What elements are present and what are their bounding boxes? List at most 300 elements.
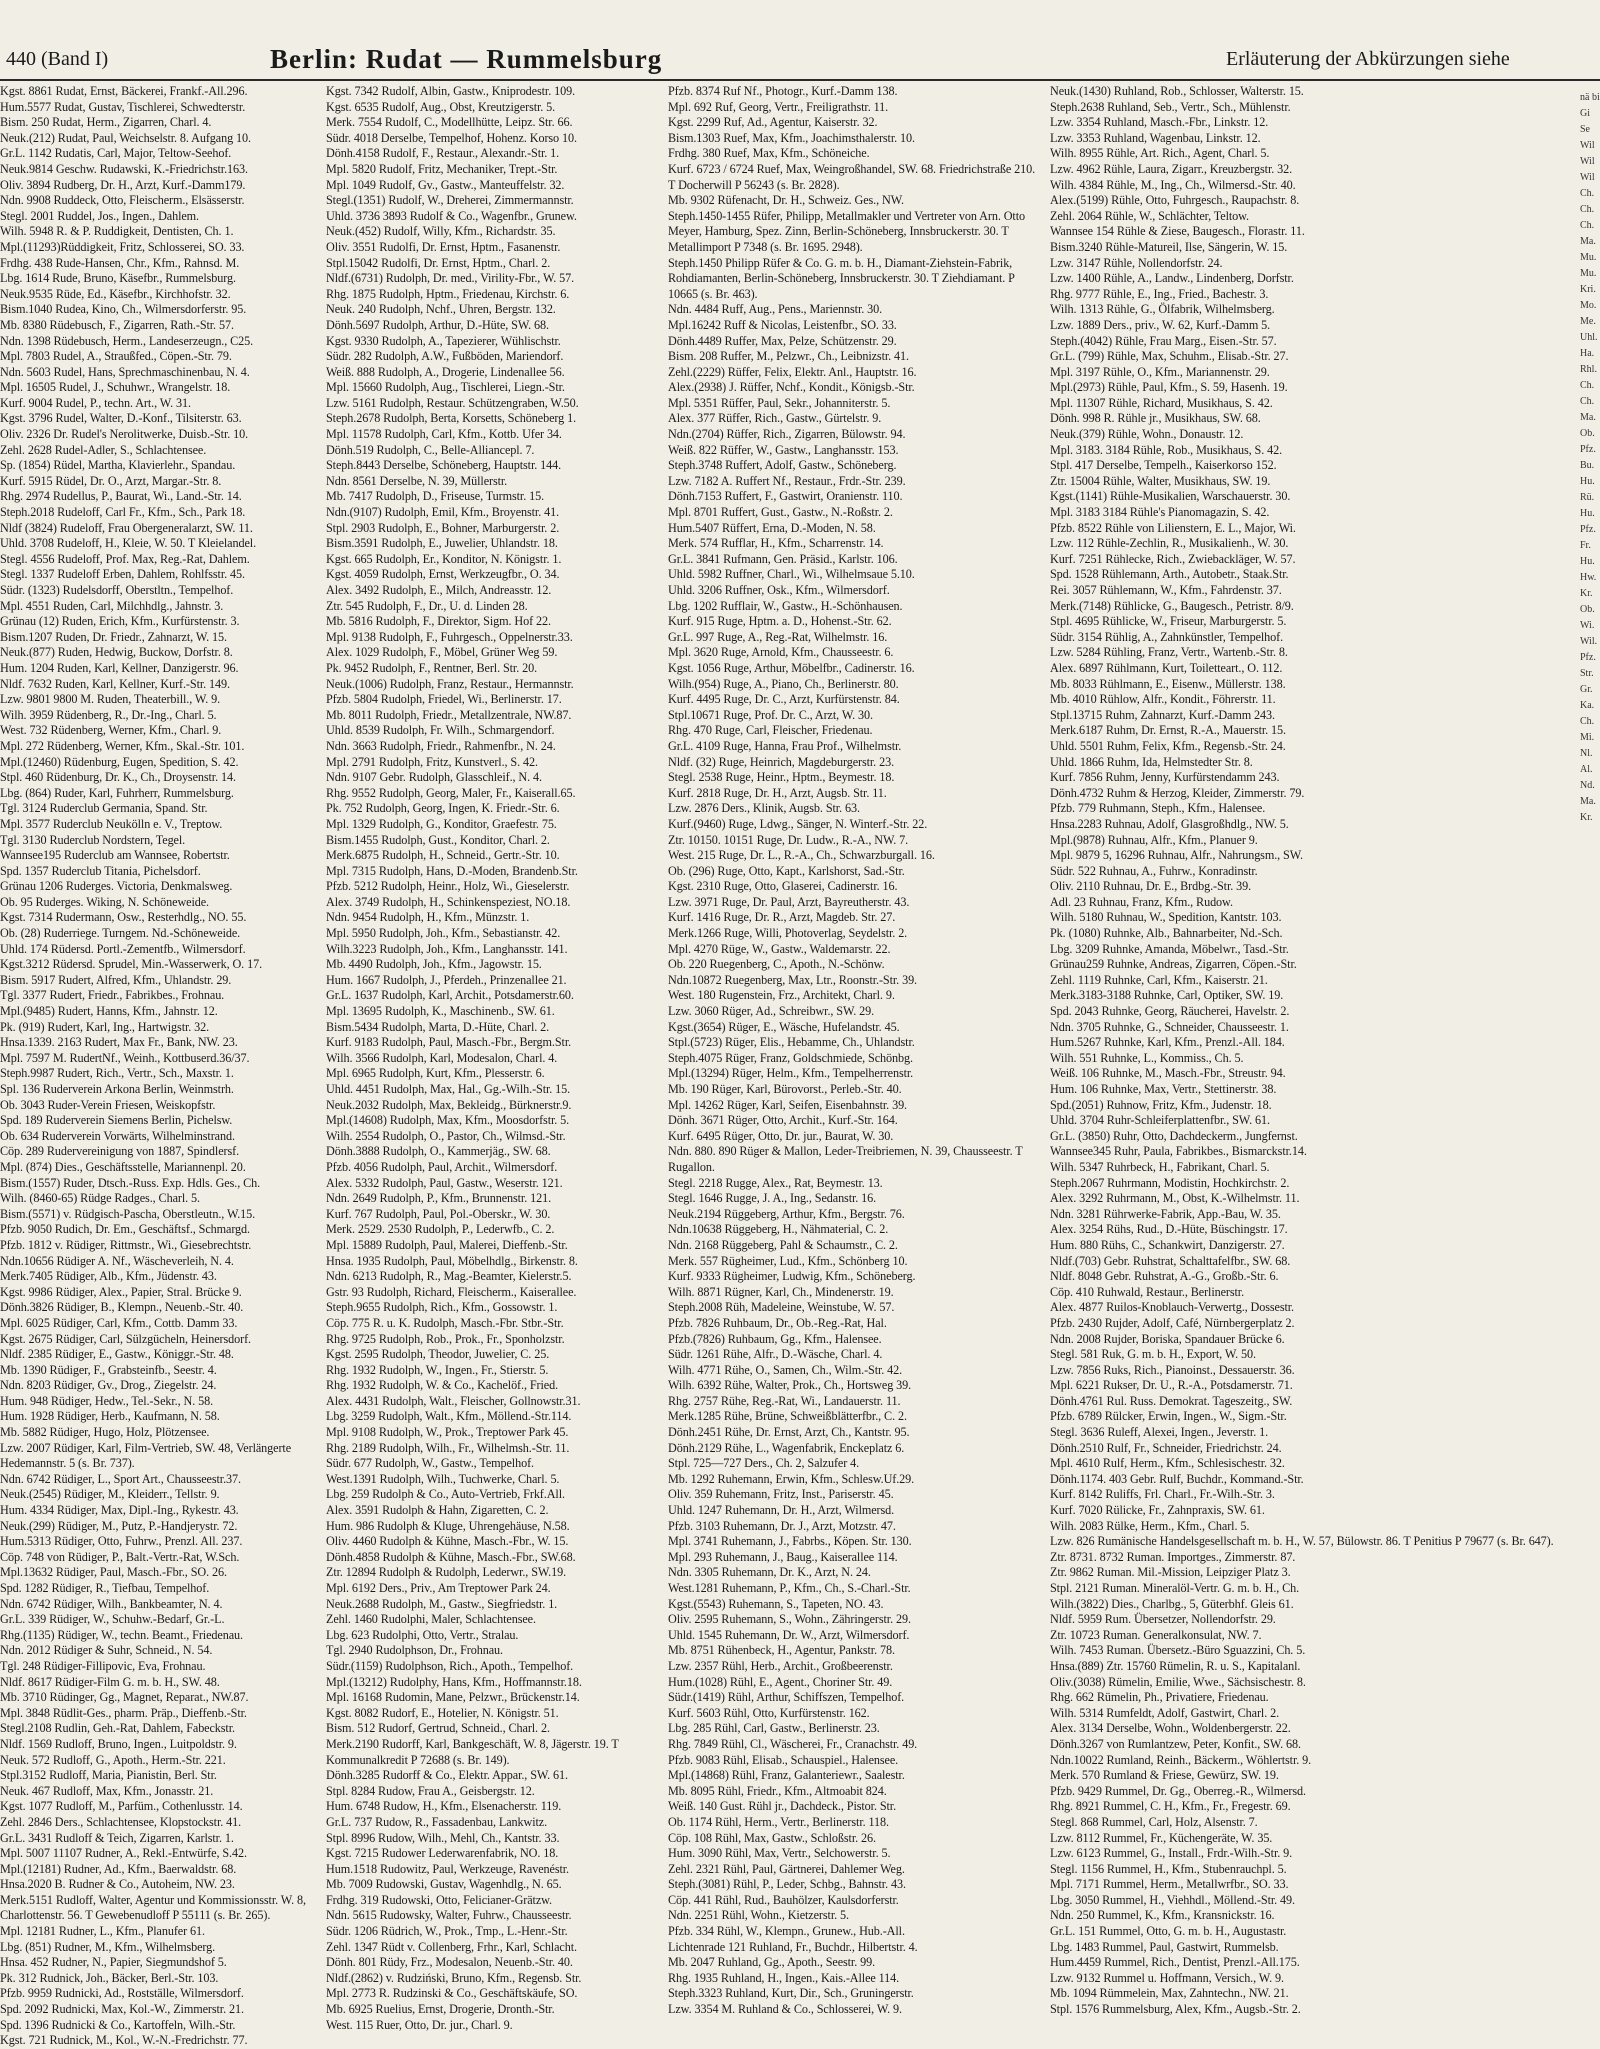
directory-entry: Zehl. 2628 Rudel-Adler, S., Schlachtensee. [0,442,207,457]
directory-entry: Bism.1040 Rudea, Kino, Ch., Wilmersdorferstr. 95. [0,302,247,317]
directory-entry: Mb. 2047 Ruhland, Gg., Apoth., Seestr. 99. [668,1955,876,1970]
directory-entry: Ztr. 10150. 10151 Ruge, Dr. Ludw., R.-A., NW. 7. [668,832,909,847]
directory-entry: Kgst. 4059 Rudolph, Ernst, Werkzeugfbr., O. 34. [326,567,560,582]
directory-entry: Kgst. 1056 Ruge, Arthur, Möbelfbr., Cadinerstr. 16. [668,660,915,675]
directory-entry: Mb. 6925 Ruelius, Ernst, Drogerie, Dronth.-Str. [326,2002,555,2017]
directory-entry: Kurf. 9183 Rudolph, Paul, Masch.-Fbr., Bergm.Str. [326,1035,572,1050]
directory-entry: Hum.5267 Ruhnke, Karl, Kfm., Prenzl.-All. 184. [1050,1035,1285,1050]
directory-entry: Dönh. 3671 Rüger, Otto, Archit., Kurf.-Str. 164. [668,1113,898,1128]
directory-entry: Dönh.4489 Ruffer, Max, Pelze, Schützenstr. 29. [668,333,897,348]
directory-entry: Spl. 136 Ruderverein Arkona Berlin, Weinmstrh. [0,1082,234,1096]
directory-entry: Kurf. 7251 Rühlecke, Rich., Zwiebackläger, W. 57. [1050,551,1296,566]
directory-entry: Wannsee195 Ruderclub am Wannsee, Robertstr. [0,848,230,863]
directory-entry: Adl. 23 Ruhnau, Franz, Kfm., Rudow. [1050,894,1233,909]
directory-entry: West. 115 Ruer, Otto, Dr. jur., Charl. 9. [326,2017,513,2032]
directory-entry: Zehl. 1460 Rudolphi, Maler, Schlachtensee. [326,1612,536,1627]
page-header [0,40,1600,80]
directory-entry: Rhg. 9777 Rühle, E., Ing., Fried., Bachestr. 3. [1050,286,1269,301]
directory-entry: Hum. 880 Rühs, C., Schankwirt, Danzigerstr. 27. [1050,1237,1285,1252]
directory-entry: Mpl. 4610 Rulf, Herm., Kfm., Schlesischestr. 32. [1050,1456,1285,1471]
directory-entry: Mpl.(11293)Rüddigkeit, Fritz, Schlosserei, SO. 33. [0,239,245,254]
directory-entry: Bism.3591 Rudolph, E., Juwelier, Uhlandstr. 18. [326,536,558,551]
directory-entry: Mpl. 7803 Rudel, A., Straußfed., Cöpen.-Str. 79. [0,349,232,364]
directory-entry: Mpl.(9878) Ruhnau, Alfr., Kfm., Planuer 9. [1050,832,1258,847]
directory-entry: Rhg. 8921 Rummel, C. H., Kfm., Fr., Fregestr. 69. [1050,1799,1291,1814]
directory-entry: Mpl. 9879 5, 16296 Ruhnau, Alfr., Nahrungsm., SW. [1050,848,1303,863]
directory-entry: Merk. 2529. 2530 Rudolph, P., Lederwfb., C. 2. [326,1222,555,1237]
facing-page-edge: nä bi Gi Se Wil Wil Wil Ch. Ch. Ch. Ma. Mu. Mu. Kri. Mo. Me. Uhl. Ha. Rhl. Ch. Ch. Ma. Ob. Pfz. Bu. Hu. Rü. Hu. Pfz. Fr. Hu. Hw. Kr. Ob. Wi. Wil. Pfz. Str. Gr. Ka. Ch. Mi. Nl. Al. Nd. Ma. Kr. [1580,92,1600,823]
directory-entry: Bism.1207 Ruden, Dr. Friedr., Zahnarzt, W. 15. [0,629,227,644]
directory-entry: Cöp. 410 Ruhwald, Restaur., Berlinerstr. [1050,1284,1245,1299]
directory-entry: Stpl. 1576 Rummelsburg, Alex, Kfm., Augsb.-Str. 2. [1050,2002,1301,2017]
directory-entry: Gr.L. 3841 Rufmann, Gen. Präsid., Karlstr. 106. [668,551,898,566]
directory-entry: Ndn. 9908 Ruddeck, Otto, Fleischerm., Elsässerstr. [0,193,245,208]
directory-entry: West.1281 Ruhemann, P., Kfm., Ch., S.-Charl.-Str. [668,1581,911,1595]
directory-entry: Mb. 8011 Rudolph, Friedr., Metallzentrale, NW.87. [326,707,572,722]
directory-entry: Wilh. 8871 Rügner, Karl, Ch., Mindenerstr. 19. [668,1284,894,1299]
directory-entry: Uhld. 1247 Ruhemann, Dr. H., Arzt, Wilmersd. [668,1503,895,1518]
directory-entry: Cöp. 108 Rühl, Max, Gastw., Schloßstr. 26. [668,1830,876,1845]
directory-entry: Ndn. 5603 Rudel, Hans, Sprechmaschinenbau, N. 4. [0,364,250,379]
directory-entry: Steph.1450 Philipp Rüfer & Co. G. m. b. H., Diamant-Ziehstein-Fabrik, Rohdiamanten, Berlin-Schöneberg, Innsbruckerstr. 30. T Ziehdiamant. P 10665 (s. Br. 463). [668,255,1015,301]
directory-entry: Oliv. 4460 Rudolph & Kühne, Masch.-Fbr., W. 15. [326,1534,569,1549]
directory-entry: Zehl. 2064 Rühle, W., Schlächter, Teltow. [1050,208,1250,223]
directory-entry: Steph.(4042) Rühle, Frau Marg., Eisen.-Str. 57. [1050,333,1277,348]
directory-entry: Nldf (3824) Rudeloff, Frau Obergeneralarzt, SW. 11. [0,520,253,535]
directory-entry: Nldf. 1569 Rudloff, Bruno, Ingen., Luitpoldstr. 9. [0,1736,237,1751]
directory-entry: Steph.3748 Ruffert, Adolf, Gastw., Schöneberg. [668,458,897,473]
directory-entry: Mpl. 692 Ruf, Georg, Vertr., Freiligrathstr. 11. [668,99,889,114]
directory-entry: Pfzb. 779 Ruhmann, Steph., Kfm., Halensee. [1050,801,1266,816]
directory-entry: Pfzb. 5212 Rudolph, Heinr., Holz, Wi., Gieselerstr. [326,879,570,894]
directory-entry: Südr. (1323) Rudelsdorff, Oberstltn., Tempelhof. [0,583,234,597]
directory-entry: Ob. 220 Ruegenberg, C., Apoth., N.-Schönw. [668,957,885,972]
directory-entry: Tgl. 3124 Ruderclub Germania, Spand. Str. [0,801,208,816]
directory-entry: Lbg. 259 Rudolph & Co., Auto-Vertrieb, Frkf.All. [326,1487,565,1502]
directory-entry: West. 732 Rüdenberg, Werner, Kfm., Charl. 9. [0,723,222,738]
directory-entry: Hum.4459 Rummel, Rich., Dentist, Prenzl.-All.175. [1050,1955,1300,1970]
directory-entry: Spd. 1396 Rudnicki & Co., Kartoffeln, Wilh.-Str. [0,2017,236,2032]
directory-entry: Wilh. 8955 Rühle, Art. Rich., Agent, Charl. 5. [1050,146,1270,161]
directory-entry: Mpl.(12181) Rudner, Ad., Kfm., Baerwaldstr. 68. [0,1861,237,1876]
directory-entry: Dönh.4732 Ruhm & Herzog, Kleider, Zimmerstr. 79. [1050,785,1305,800]
directory-entry: Gr.L. 737 Rudow, R., Fassadenbau, Lankwitz. [326,1814,548,1829]
directory-entry: Ndn.10872 Ruegenberg, Max, Ltr., Roonstr.-Str. 39. [668,972,918,987]
directory-entry: Gstr. 93 Rudolph, Richard, Fleischerm., Kaiserallee. [326,1284,577,1299]
directory-entry: Pfzb. 4056 Rudolph, Paul, Archit., Wilmersdorf. [326,1159,558,1174]
directory-entry: Zehl. 1119 Ruhnke, Carl, Kfm., Kaiserstr. 21. [1050,972,1268,987]
directory-entry: Uhld. 5982 Ruffner, Charl., Wi., Wilhelmsaue 5.10. [668,567,915,582]
directory-entry: Wilh. 5180 Ruhnau, W., Spedition, Kantstr. 103. [1050,910,1282,925]
directory-entry: Ndn. 880. 890 Rüger & Mallon, Leder-Treibriemen, N. 39, Chausseestr. T Rugallon. [668,1144,1023,1174]
directory-entry: Kurf. 9333 Rügheimer, Ludwig, Kfm., Schöneberg. [668,1269,916,1284]
directory-entry: Merk.1285 Rühe, Brüne, Schweißblätterfbr., C. 2. [668,1409,907,1424]
directory-entry: Mpl. 16168 Rudomin, Mane, Pelzwr., Brückenstr.14. [326,1690,580,1705]
directory-entry: Lzw. 2876 Ders., Klinik, Augsb. Str. 63. [668,801,860,816]
directory-entry: Mpl.(13212) Rudolphy, Hans, Kfm., Hoffmannstr.18. [326,1674,582,1689]
directory-entry: Südr.(1159) Rudolphson, Rich., Apoth., Tempelhof. [326,1658,574,1673]
column-2 [326,84,660,2032]
directory-entry: Ndn. 1398 Rüdebusch, Herm., Landeserzeugn., C25. [0,333,254,348]
directory-entry: Zehl.(2229) Rüffer, Felix, Elektr. Anl., Hauptstr. 16. [668,364,917,379]
directory-entry: Hum. 4334 Rüdiger, Max, Dipl.-Ing., Rykestr. 43. [0,1503,239,1518]
directory-entry: Kgst.(3654) Rüger, E., Wäsche, Hufelandstr. 45. [668,1019,900,1034]
directory-entry: Mb. 4490 Rudolph, Joh., Kfm., Jagowstr. 15. [326,957,542,972]
directory-entry: Ztr. 8731. 8732 Ruman. Importges., Zimmerstr. 87. [1050,1549,1296,1564]
directory-entry: Rhg. 1932 Rudolph, W., Ingen., Fr., Stierstr. 5. [326,1362,549,1377]
directory-entry: Hnsa.2283 Ruhnau, Adolf, Glasgroßhdlg., NW. 5. [1050,816,1289,831]
directory-entry: Bism. 250 Rudat, Herm., Zigarren, Charl. 4. [0,115,212,130]
directory-entry: Ztr. 9862 Ruman. Mil.-Mission, Leipziger Platz 3. [1050,1565,1291,1580]
directory-entry: Lbg. (864) Ruder, Karl, Fuhrherr, Rummelsburg. [0,785,234,800]
directory-entry: Cöp. 441 Rühl, Rud., Bauhölzer, Kaulsdorferstr. [668,1892,899,1907]
directory-entry: Lzw. 5161 Rudolph, Restaur. Schützengraben, W.50. [326,395,579,410]
directory-entry: Mpl. 1049 Rudolf, Gv., Gastw., Manteuffelstr. 32. [326,177,565,192]
directory-entry: Uhld. 174 Rüdersd. Portl.-Zementfb., Wilmersdorf. [0,941,246,956]
directory-entry: Kurf. 5915 Rüdel, Dr. O., Arzt, Margar.-Str. 8. [0,473,222,488]
directory-entry: Ob. 1174 Rühl, Herm., Vertr., Berlinerstr. 118. [668,1814,889,1829]
directory-entry: Ndn. 250 Rummel, K., Kfm., Kransnickstr. 16. [1050,1908,1275,1923]
directory-entry: Lzw. 8112 Rummel, Fr., Küchengeräte, W. 35. [1050,1830,1273,1845]
directory-entry: Merk.6875 Rudolph, H., Schneid., Gertr.-Str. 10. [326,848,560,863]
directory-entry: Stegl. 2538 Ruge, Heinr., Hptm., Beymestr. 18. [668,770,895,785]
directory-entry: Kgst. 7342 Rudolf, Albin, Gastw., Kniprodestr. 109. [326,84,576,98]
directory-entry: Alex. 5332 Rudolph, Paul, Gastw., Weserstr. 121. [326,1175,563,1190]
directory-entry: Ndn. 6213 Rudolph, R., Mag.-Beamter, Kielerstr.5. [326,1269,572,1284]
directory-entry: Grünau 1206 Ruderges. Victoria, Denkmalsweg. [0,879,233,894]
directory-entry: Kgst. 9986 Rüdiger, Alex., Papier, Stral. Brücke 9. [0,1284,242,1299]
directory-entry: Pfzb. 9050 Rudich, Dr. Em., Geschäftsf., Schmargd. [0,1222,250,1237]
directory-entry: Neuk.(452) Rudolf, Willy, Kfm., Richardstr. 35. [326,224,556,239]
directory-entry: Spd. 2043 Ruhnke, Georg, Räucherei, Havelstr. 2. [1050,1004,1290,1019]
directory-entry: Hnsa.2020 B. Rudner & Co., Autoheim, NW. 23. [0,1877,235,1892]
directory-entry: Hum. 948 Rüdiger, Hedw., Tel.-Sekr., N. 58. [0,1393,214,1408]
directory-entry: Steph.2008 Rüh, Madeleine, Weinstube, W. 57. [668,1300,895,1315]
directory-entry: Merk. 574 Rufflar, H., Kfm., Scharrenstr. 14. [668,536,884,551]
directory-entry: Stegl. 2001 Ruddel, Jos., Ingen., Dahlem. [0,208,200,223]
directory-entry: Spd. 1357 Ruderclub Titania, Pichelsdorf. [0,863,201,878]
directory-entry: Wilh.(3822) Dies., Charlbg., 5, Güterbhf. Gleis 61. [1050,1596,1294,1611]
directory-entry: Tgl. 3377 Rudert, Friedr., Fabrikbes., Frohnau. [0,988,225,1003]
directory-entry: Lzw. 2007 Rüdiger, Karl, Film-Vertrieb, SW. 48, Verlängerte Hedemannstr. 5 (s. Br. 737). [0,1440,292,1471]
directory-entry: Lzw. 9132 Rummel u. Hoffmann, Versich., W. 9. [1050,1970,1284,1985]
directory-entry: Stpl.15042 Rudolfi, Dr. Ernst, Hptm., Charl. 2. [326,255,551,270]
directory-entry: Pfzb. 334 Rühl, W., Klempn., Grunew., Hub.-All. [668,1924,905,1939]
directory-entry: Alex. 4877 Ruilos-Knoblauch-Verwertg., Dossestr. [1050,1300,1294,1315]
directory-entry: Bism.(1557) Ruder, Dtsch.-Russ. Exp. Hdls. Ges., Ch. [0,1175,261,1190]
directory-entry: Lbg. 3209 Ruhnke, Amanda, Möbelwr., Tasd.-Str. [1050,941,1289,956]
directory-entry: Spd. 1282 Rüdiger, R., Tiefbau, Tempelhof. [0,1581,210,1595]
directory-entry: Rhg. 2189 Rudolph, Wilh., Fr., Wilhelmsh.-Str. 11. [326,1440,570,1455]
directory-entry: Alex. 3254 Rühs, Rud., D.-Hüte, Büschingstr. 17. [1050,1222,1288,1237]
directory-entry: Wilh. 5347 Ruhrbeck, H., Fabrikant, Charl. 5. [1050,1159,1270,1174]
directory-entry: Ztr. 10723 Ruman. Generalkonsulat, NW. 7. [1050,1627,1262,1642]
directory-entry: Pfzb. 8522 Rühle von Lilienstern, E. L., Major, Wi. [1050,520,1296,535]
directory-entry: Nldf.(703) Gebr. Ruhstrat, Schalttafelfbr., SW. 68. [1050,1253,1291,1268]
directory-entry: Spd. 189 Ruderverein Siemens Berlin, Pichelsw. [0,1113,233,1128]
directory-entry: Uhld. 5501 Ruhm, Felix, Kfm., Regensb.-Str. 24. [1050,738,1286,753]
directory-entry: Kgst. 2299 Ruf, Ad., Agentur, Kaiserstr. 32. [668,115,878,130]
directory-entry: Dönh.3888 Rudolph, O., Kammerjäg., SW. 68. [326,1144,551,1159]
directory-entry: Lzw. 6123 Rummel, G., Install., Frdr.-Wilh.-Str. 9. [1050,1846,1293,1861]
directory-entry: Hnsa.(889) Ztr. 15760 Rümelin, R. u. S., Kapitalanl. [1050,1658,1301,1673]
directory-entry: Rhg. 2974 Rudellus, P., Baurat, Wi., Land.-Str. 14. [0,489,242,504]
directory-entry: Merk.6187 Ruhm, Dr. Ernst, R.-A., Mauerstr. 15. [1050,723,1286,738]
directory-entry: Frdhg. 380 Ruef, Max, Kfm., Schöneiche. [668,146,870,161]
directory-entry: Steph.2638 Ruhland, Seb., Vertr., Sch., Mühlenstr. [1050,99,1291,114]
directory-entry: Nldf.(2862) v. Rudziński, Bruno, Kfm., Regensb. Str. [326,1970,582,1985]
directory-entry: Ztr. 545 Rudolph, F., Dr., U. d. Linden 28. [326,598,528,613]
directory-entry: Dönh.3267 von Rumlantzew, Peter, Konfit., SW. 68. [1050,1736,1301,1751]
directory-entry: Tgl. 2940 Rudolphson, Dr., Frohnau. [326,1643,503,1658]
directory-entry: Lzw. 7856 Ruks, Rich., Pianoinst., Dessauerstr. 36. [1050,1362,1295,1377]
directory-entry: Mpl.(13294) Rüger, Helm., Kfm., Tempelherrenstr. [668,1066,914,1081]
directory-entry: Merk.3183-3188 Ruhnke, Carl, Optiker, SW. 19. [1050,988,1284,1003]
directory-entry: Bism.1303 Ruef, Max, Kfm., Joachimsthalerstr. 10. [668,130,915,145]
directory-entry: Stegl. 1337 Rudeloff Erben, Dahlem, Rohlfsstr. 45. [0,567,245,582]
directory-entry: Dönh.4158 Rudolf, F., Restaur., Alexandr.-Str. 1. [326,146,560,161]
directory-entry: Dönh.2129 Rühe, L., Wagenfabrik, Enckeplatz 6. [668,1440,905,1455]
directory-entry: Mpl. 13695 Rudolph, K., Maschinenb., SW. 61. [326,1004,555,1019]
directory-entry: Neuk.(379) Rühle, Wohn., Donaustr. 12. [1050,427,1244,442]
directory-entry: Tgl. 3130 Ruderclub Nordstern, Tegel. [0,832,186,847]
directory-entry: Alex. 6897 Rühlmann, Kurt, Toiletteart., O. 112. [1050,660,1283,675]
page-title: Berlin: Rudat — Rummelsburg [270,44,663,74]
directory-entry: West. 215 Ruge, Dr. L., R.-A., Ch., Schwarzburgall. 16. [668,848,935,863]
directory-entry: Kurf. 6723 / 6724 Ruef, Max, Weingroßhandel, SW. 68. Friedrichstraße 210. T Docherwill P 56243 (s. Br. 2828). [668,161,1036,192]
directory-entry: Weiß. 140 Gust. Rühl jr., Dachdeck., Pistor. Str. [668,1799,897,1814]
directory-entry: Hum.1518 Rudowitz, Paul, Werkzeuge, Ravenéstr. [326,1861,569,1876]
directory-entry: Wilh. 3566 Rudolph, Karl, Modesalon, Charl. 4. [326,1050,558,1065]
directory-entry: Mpl. 5820 Rudolf, Fritz, Mechaniker, Trept.-Str. [326,161,558,176]
directory-entry: Hnsa. 1935 Rudolph, Paul, Möbelhdlg., Birkenstr. 8. [326,1253,578,1268]
directory-entry: Kurf. 767 Rudolph, Paul, Pol.-Oberskr., W. 30. [326,1206,551,1221]
directory-entry: Oliv.(3038) Rümelin, Emilie, Wwe., Sächsischestr. 8. [1050,1674,1306,1689]
directory-entry: Alex. 377 Rüffer, Rich., Gastw., Gürtelstr. 9. [668,411,882,426]
directory-entry: Rhg. 470 Ruge, Carl, Fleischer, Friedenau. [668,723,873,738]
directory-entry: Mpl. 3741 Ruhemann, J., Fabrbs., Köpen. Str. 130. [668,1534,912,1549]
directory-entry: Neuk.(877) Ruden, Hedwig, Buckow, Dorfstr. 8. [0,645,233,660]
directory-entry: Mb. 8033 Rühlmann, E., Eisenw., Müllerstr. 138. [1050,676,1286,691]
directory-entry: Pfzb. 9083 Rühl, Elisab., Schauspiel., Halensee. [668,1752,899,1767]
directory-entry: Mb. 9302 Rüfenacht, Dr. H., Schweiz. Ges., NW. [668,193,904,208]
directory-entry: Mb. 5882 Rüdiger, Hugo, Holz, Plötzensee. [0,1425,210,1440]
directory-entry: West. 180 Rugenstein, Frz., Architekt, Charl. 9. [668,988,895,1003]
directory-entry: Lzw. 3060 Rüger, Ad., Schreibwr., SW. 29. [668,1004,875,1019]
directory-entry: Wilh. 4384 Rühle, M., Ing., Ch., Wilmersd.-Str. 40. [1050,177,1296,192]
directory-entry: Frdhg. 438 Rude-Hansen, Chr., Kfm., Rahnsd. M. [0,255,240,270]
directory-entry: Wannsee345 Ruhr, Paula, Fabrikbes., Bismarckstr.14. [1050,1144,1307,1159]
directory-entry: Rei. 3057 Rühlemann, W., Kfm., Fahrdenstr. 37. [1050,583,1282,597]
directory-entry: Dönh.2451 Rühe, Dr. Ernst, Arzt, Ch., Kantstr. 95. [668,1425,910,1440]
column-4 [1050,84,1574,2017]
directory-entry: Mpl. 293 Ruhemann, J., Baug., Kaiserallee 114. [668,1549,898,1564]
directory-entry: Rhg.(1135) Rüdiger, W., techn. Beamt., Friedenau. [0,1627,243,1642]
directory-entry: Rhg. 662 Rümelin, Ph., Privatiere, Friedenau. [1050,1690,1269,1705]
directory-entry: Südr.(1419) Rühl, Arthur, Schiffszen, Tempelhof. [668,1690,905,1705]
directory-entry: Mpl. 7597 M. RudertNf., Weinh., Kottbuserd.36/37. [0,1050,250,1065]
directory-entry: Stegl.(1351) Rudolf, W., Dreherei, Zimmermannstr. [326,193,574,208]
directory-entry: Lichtenrade 121 Ruhland, Fr., Buchdr., Hilbertstr. 4. [668,1939,918,1954]
directory-entry: Stpl.3152 Rudloff, Maria, Pianistin, Berl. Str. [0,1768,217,1783]
directory-entry: Merk. 557 Rügheimer, Lud., Kfm., Schönberg 10. [668,1253,908,1268]
directory-entry: Uhld. 1866 Ruhm, Ida, Helmstedter Str. 8. [1050,754,1253,769]
directory-entry: Hum.5407 Rüffert, Erna, D.-Moden, N. 58. [668,520,876,535]
directory-entry: Steph.8443 Derselbe, Schöneberg, Hauptstr. 144. [326,458,562,473]
directory-entry: Lbg. 1202 Rufflair, W., Gastw., H.-Schönhausen. [668,598,903,613]
directory-entry: Bism.1455 Rudolph, Gust., Konditor, Charl. 2. [326,832,550,847]
directory-entry: Ndn.10022 Rumland, Reinh., Bäckerm., Wöhlertstr. 9. [1050,1752,1312,1767]
directory-entry: Mpl. 1329 Rudolph, G., Konditor, Graefestr. 75. [326,816,557,831]
directory-entry: Weiß. 888 Rudolph, A., Drogerie, Lindenallee 56. [326,364,565,379]
directory-entry: Ztr. 12894 Rudolph & Rudolph, Lederwr., SW.19. [326,1565,567,1580]
directory-entry: Nldf. (32) Ruge, Heinrich, Magdeburgerstr. 23. [668,754,895,769]
directory-entry: Mpl. 2791 Rudolph, Fritz, Kunstverl., S. 42. [326,754,538,769]
directory-entry: Lzw. 3147 Rühle, Nollendorfstr. 24. [1050,255,1223,270]
directory-entry: Mpl. 7171 Rummel, Herm., Metallwrfbr., SO. 33. [1050,1877,1289,1892]
directory-entry: Stegl. 581 Ruk, G. m. b. H., Export, W. 50. [1050,1347,1256,1362]
directory-entry: Wilh. 2083 Rülke, Herm., Kfm., Charl. 5. [1050,1518,1250,1533]
directory-entry: Mpl. 6192 Ders., Priv., Am Treptower Park 24. [326,1581,551,1595]
directory-entry: Kurf. 4495 Ruge, Dr. C., Arzt, Kurfürstenstr. 84. [668,692,900,707]
directory-entry: Ndn.10638 Rüggeberg, H., Nähmaterial, C. 2. [668,1222,889,1237]
directory-entry: Stegl. 3636 Ruleff, Alexei, Ingen., Jeverstr. 1. [1050,1425,1269,1440]
directory-entry: Mb. 8751 Rühenbeck, H., Agentur, Pankstr. 78. [668,1643,895,1658]
directory-entry: Ndn. 2012 Rüdiger & Suhr, Schneid., N. 54. [0,1643,213,1658]
directory-entry: Mb. 8095 Rühl, Friedr., Kfm., Altmoabit 824. [668,1783,887,1798]
header-rule [0,79,1600,81]
directory-entry: Hum.5577 Rudat, Gustav, Tischlerei, Schwedterstr. [0,99,246,114]
directory-entry: Mpl. 16505 Rudel, J., Schuhwr., Wrangelstr. 18. [0,380,231,395]
directory-entry: Mpl. 9108 Rudolph, W., Prok., Treptower Park 45. [326,1425,569,1440]
directory-entry: Weiß. 106 Ruhnke, M., Masch.-Fbr., Streustr. 94. [1050,1066,1286,1081]
directory-entry: Mpl. 6965 Rudolph, Kurt, Kfm., Plesserstr. 6. [326,1066,545,1081]
directory-entry: Dönh.519 Rudolph, C., Belle-Alliancepl. 7. [326,442,535,457]
directory-entry: Mpl. 4270 Rüge, W., Gastw., Waldemarstr. 22. [668,941,891,956]
directory-entry: Mpl. 6221 Rukser, Dr. U., R.-A., Potsdamerstr. 71. [1050,1378,1293,1393]
directory-entry: Kurf. 2818 Ruge, Dr. H., Arzt, Augsb. Str. 11. [668,785,887,800]
directory-entry: Dönh.4858 Rudolph & Kühne, Masch.-Fbr., SW.68. [326,1549,576,1564]
directory-entry: Neuk. 467 Rudloff, Max, Kfm., Jonasstr. 21. [0,1783,214,1798]
directory-entry: Mpl. 9138 Rudolph, F., Fuhrgesch., Oppelnerstr.33. [326,629,573,644]
directory-entry: Gr.L. 1142 Rudatis, Carl, Major, Teltow-Seehof. [0,146,232,161]
directory-entry: Steph.3323 Ruhland, Kurt, Dir., Sch., Gruningerstr. [668,1986,914,2001]
directory-entry: Kurf. 7020 Rülicke, Fr., Zahnpraxis, SW. 61. [1050,1503,1265,1518]
directory-entry: Pfzb. 1812 v. Rüdiger, Rittmstr., Wi., Giesebrechtstr. [0,1237,252,1252]
directory-entry: Ob. 3043 Ruder-Verein Friesen, Weiskopfstr. [0,1097,216,1112]
directory-entry: Spd. 2092 Rudnicki, Max, Kol.-W., Zimmerstr. 21. [0,2002,244,2017]
directory-entry: Uhld. 3708 Rudeloff, H., Kleie, W. 50. T Kleielandel. [0,536,257,551]
directory-entry: Lzw. 1400 Rühle, A., Landw., Lindenberg, Dorfstr. [1050,271,1294,286]
directory-entry: Stpl. 460 Rüdenburg, Dr. K., Ch., Droysenstr. 14. [0,770,236,785]
directory-entry: Rhg. 7849 Rühl, Cl., Wäscherei, Fr., Cranachstr. 49. [668,1736,918,1751]
directory-entry: Mpl. 3620 Ruge, Arnold, Kfm., Chausseestr. 6. [668,645,894,660]
directory-entry: Stpl. 2121 Ruman. Mineralöl-Vertr. G. m. b. H., Ch. [1050,1581,1300,1595]
directory-entry: Ob. (296) Ruge, Otto, Kapt., Karlshorst, Sad.-Str. [668,863,905,878]
directory-entry: Ndn. 9107 Gebr. Rudolph, Glasschleif., N. 4. [326,770,542,785]
directory-entry: Gr.L. 4109 Ruge, Hanna, Frau Prof., Wilhelmstr. [668,738,902,753]
directory-entry: Ndn. 2251 Rühl, Wohn., Kietzerstr. 5. [668,1908,849,1923]
directory-entry: Stegl. 868 Rummel, Carl, Holz, Alsenstr. 7. [1050,1814,1258,1829]
directory-entry: Mpl. 3183. 3184 Rühle, Rob., Musikhaus, S. 42. [1050,442,1283,457]
directory-entry: Wilh. 3959 Rüdenberg, R., Dr.-Ing., Charl. 5. [0,707,217,722]
directory-entry: Neuk.(1430) Ruhland, Rob., Schlosser, Walterstr. 15. [1050,84,1304,98]
directory-entry: Mpl. (874) Dies., Geschäftsstelle, Mariannenpl. 20. [0,1159,246,1174]
directory-entry: Rhg. 1935 Ruhland, H., Ingen., Kais.-Allee 114. [668,1970,900,1985]
directory-entry: Alex.(2938) J. Rüffer, Nchf., Kondit., Königsb.-Str. [668,380,915,395]
directory-entry: Merk.1266 Ruge, Willi, Photoverlag, Seydelstr. 2. [668,926,908,941]
directory-entry: Mpl. 7315 Rudolph, Hans, D.-Moden, Brandenb.Str. [326,863,578,878]
directory-entry: Kurf. 6495 Rüger, Otto, Dr. jur., Baurat, W. 30. [668,1128,894,1143]
directory-entry: Mpl. 15660 Rudolph, Aug., Tischlerei, Liegn.-Str. [326,380,565,395]
directory-entry: Lzw. 4962 Rühle, Laura, Zigarr., Kreuzbergstr. 32. [1050,161,1293,176]
directory-entry: Nldf.(6731) Rudolph, Dr. med., Virility-Fbr., W. 57. [326,271,575,286]
directory-entry: Stegl. 2218 Rugge, Alex., Rat, Beymestr. 13. [668,1175,883,1190]
directory-entry: Steph.9987 Rudert, Rich., Vertr., Sch., Maxstr. 1. [0,1066,234,1081]
directory-entry: Kurf. 8142 Ruliffs, Frl. Charl., Fr.-Wilh.-Str. 3. [1050,1487,1275,1502]
directory-entry: Mpl. 11578 Rudolph, Carl, Kfm., Kottb. Ufer 34. [326,427,562,442]
directory-entry: Mpl. 8701 Ruffert, Gust., Gastw., N.-Roßstr. 2. [668,505,893,520]
directory-entry: Kgst. 9330 Rudolph, A., Tapezierer, Wühlischstr. [326,333,561,348]
directory-entry: Neuk.9814 Geschw. Rudawski, K.-Friedrichstr.163. [0,161,248,176]
directory-entry: Lbg. 1614 Rude, Bruno, Käsefbr., Rummelsburg. [0,271,236,286]
directory-entry: Cöp. 775 R. u. K. Rudolph, Masch.-Fbr. Stbr.-Str. [326,1315,564,1330]
directory-entry: Lzw. 1889 Ders., priv., W. 62, Kurf.-Damm 5. [1050,317,1271,332]
directory-entry: Dönh. 801 Rüdy, Frz., Modesalon, Neuenb.-Str. 40. [326,1955,573,1970]
directory-entry: Alex. 3134 Derselbe, Wohn., Woldenbergerstr. 22. [1050,1721,1291,1736]
directory-entry: Oliv. 3894 Rudberg, Dr. H., Arzt, Kurf.-Damm179. [0,177,246,192]
directory-entry: Pfzb. 8374 Ruf Nf., Photogr., Kurf.-Damm 138. [668,84,898,98]
directory-entry: Ndn.(2704) Rüffer, Rich., Zigarren, Bülowstr. 94. [668,427,906,442]
directory-entry: Kgst. 721 Rudnick, M., Kol., W.-N.-Fredrichstr. 77. [0,2033,248,2048]
directory-entry: Ndn. 8203 Rüdiger, Gv., Drog., Ziegelstr. 24. [0,1378,217,1393]
directory-entry: Mb. 4010 Rühlow, Alfr., Kondit., Föhrerstr. 11. [1050,692,1276,707]
directory-entry: Kgst. 8861 Rudat, Ernst, Bäckerei, Frankf.-All.296. [0,84,248,98]
directory-entry: Rhg. 9725 Rudolph, Rob., Prok., Fr., Sponholzstr. [326,1331,565,1346]
directory-entry: Steph.1450-1455 Rüfer, Philipp, Metallmakler und Vertreter von Arn. Otto Meyer, Hamburg, Spez. Zinn, Berlin-Schöneberg, Innsbruckerstr. 30. T Metallimport P 7348 (s. Br. 1695. 2948). [668,208,1025,254]
abbreviation-note: Erläuterung der Abkürzungen siehe [1226,48,1510,70]
directory-entry: Oliv. 3551 Rudolfi, Dr. Ernst, Hptm., Fasanenstr. [326,239,561,254]
directory-entry: Neuk.(1006) Rudolph, Franz, Restaur., Hermannstr. [326,676,574,691]
directory-entry: Stpl.10671 Ruge, Prof. Dr. C., Arzt, W. 30. [668,707,873,722]
directory-entry: Mpl. 3183 3184 Rühle's Pianomagazin, S. 42. [1050,505,1270,520]
directory-entry: Ob. 95 Ruderges. Wiking, N. Schöneweide. [0,894,209,909]
directory-entry: Steph.2678 Rudolph, Berta, Korsetts, Schöneberg 1. [326,411,577,426]
directory-entry: Stpl. 725—727 Ders., Ch. 2, Salzufer 4. [668,1456,860,1471]
directory-entry: Grünau (12) Ruden, Erich, Kfm., Kurfürstenstr. 3. [0,614,240,629]
directory-entry: Mpl. 3577 Ruderclub Neukölln e. V., Treptow. [0,816,223,831]
directory-entry: Kgst.(1141) Rühle-Musikalien, Warschauerstr. 30. [1050,489,1291,504]
directory-entry: Lzw. 2357 Rühl, Herb., Archit., Großbeerenstr. [668,1658,893,1673]
directory-entry: Pk. 752 Rudolph, Georg, Ingen, K. Friedr.-Str. 6. [326,801,560,816]
directory-entry: Mpl.(12460) Rüdenburg, Eugen, Spedition, S. 42. [0,754,239,769]
directory-entry: Lbg. (851) Rudner, M., Kfm., Wilhelmsberg. [0,1939,216,1954]
directory-entry: Bism.(5571) v. Rüdgisch-Pascha, Oberstleutn., W.15. [0,1206,256,1221]
directory-entry: Wilh. 6392 Rühe, Walter, Prok., Ch., Hortsweg 39. [668,1378,912,1393]
directory-entry: Bism.5434 Rudolph, Marta, D.-Hüte, Charl. 2. [326,1019,550,1034]
directory-entry: Neuk.(299) Rüdiger, M., Putz, P.-Handjerystr. 72. [0,1518,238,1533]
directory-entry: Hnsa.1339. 2163 Rudert, Max Fr., Bank, NW. 23. [0,1035,238,1050]
directory-entry: Dönh.3826 Rüdiger, B., Klempn., Neuenb.-Str. 40. [0,1300,244,1315]
directory-entry: Mpl. 11307 Rühle, Richard, Musikhaus, S. 42. [1050,395,1273,410]
directory-entry: Mpl.(14608) Rudolph, Max, Kfm., Moosdorfstr. 5. [326,1113,570,1128]
directory-entry: Stpl.13715 Ruhm, Zahnarzt, Kurf.-Damm 243. [1050,707,1275,722]
directory-entry: Oliv. 2110 Ruhnau, Dr. E., Brdbg.-Str. 39. [1050,879,1252,894]
directory-entry: Weiß. 822 Rüffer, W., Gastw., Langhansstr. 153. [668,442,899,457]
directory-entry: Pk. (1080) Ruhnke, Alb., Bahnarbeiter, Nd.-Sch. [1050,926,1283,941]
directory-entry: Stegl. 4556 Rudeloff, Prof. Max, Reg.-Rat, Dahlem. [0,551,250,566]
directory-entry: Ndn. 3305 Ruhemann, Dr. K., Arzt, N. 24. [668,1565,871,1580]
